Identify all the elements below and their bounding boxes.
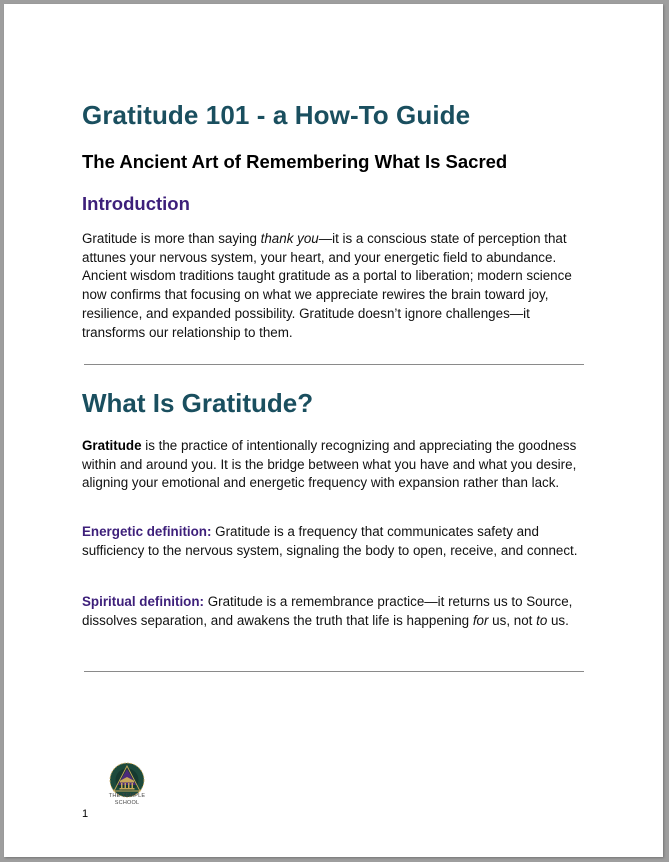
- energetic-definition-paragraph: [82, 523, 592, 560]
- introduction-heading: Introduction: [82, 193, 190, 214]
- logo-caption: [97, 793, 157, 806]
- intro-text-start: Gratitude is more than saying: [82, 231, 261, 246]
- section-divider: [84, 671, 584, 672]
- spiritual-italic-to: to: [536, 612, 548, 628]
- page-number: 1: [82, 808, 89, 820]
- document-title: Gratitude 101 - a How-To Guide: [82, 100, 471, 130]
- introduction-paragraph: [82, 230, 592, 342]
- logo-caption-line2: SCHOOL: [114, 799, 140, 806]
- gratitude-term: Gratitude: [82, 438, 142, 453]
- intro-text-end: —it is a conscious state of perception that attunes your nervous system, your heart, and your energetic field to abundance. Ancient wisdom traditions taught gratitude as a portal to liberation; modern science now confirms that focusing on what we appreciate rewires the brain toward joy, resilience, and expanded possibility. Gratitude doesn’t ignore challenges—it transforms our relationship to them.: [82, 231, 572, 340]
- spiritual-text-1: Gratitude is a remembrance practice—it returns us to Source, dissolves separation, and awakens the truth that life is happening: [82, 594, 573, 628]
- gratitude-definition-paragraph: [82, 437, 592, 493]
- spiritual-definition-label: Spiritual definition:: [82, 594, 204, 609]
- energetic-definition-text: Gratitude is a frequency that communicates safety and sufficiency to the nervous system, signaling the body to open, receive, and connect.: [82, 524, 578, 558]
- spiritual-text-2: us, not: [488, 612, 537, 628]
- spiritual-definition-paragraph: [82, 593, 592, 630]
- logo-caption-line1: THE TEMPLE: [108, 793, 146, 799]
- what-is-gratitude-heading: What Is Gratitude?: [82, 388, 314, 418]
- gratitude-definition-text: is the practice of intentionally recognizing and appreciating the goodness within and around you. It is the bridge between what you have and what you desire, aligning your emotional and energetic frequency with expansion rather than lack.: [82, 438, 577, 491]
- energetic-definition-label: Energetic definition:: [82, 524, 212, 539]
- intro-italic-thank-you: thank you: [260, 231, 319, 246]
- section-divider: [84, 364, 584, 365]
- document-page: [4, 4, 663, 857]
- document-subtitle: The Ancient Art of Remembering What Is Sacred: [82, 151, 508, 172]
- spiritual-text-3: us.: [547, 612, 569, 628]
- spiritual-italic-for: for: [472, 612, 489, 628]
